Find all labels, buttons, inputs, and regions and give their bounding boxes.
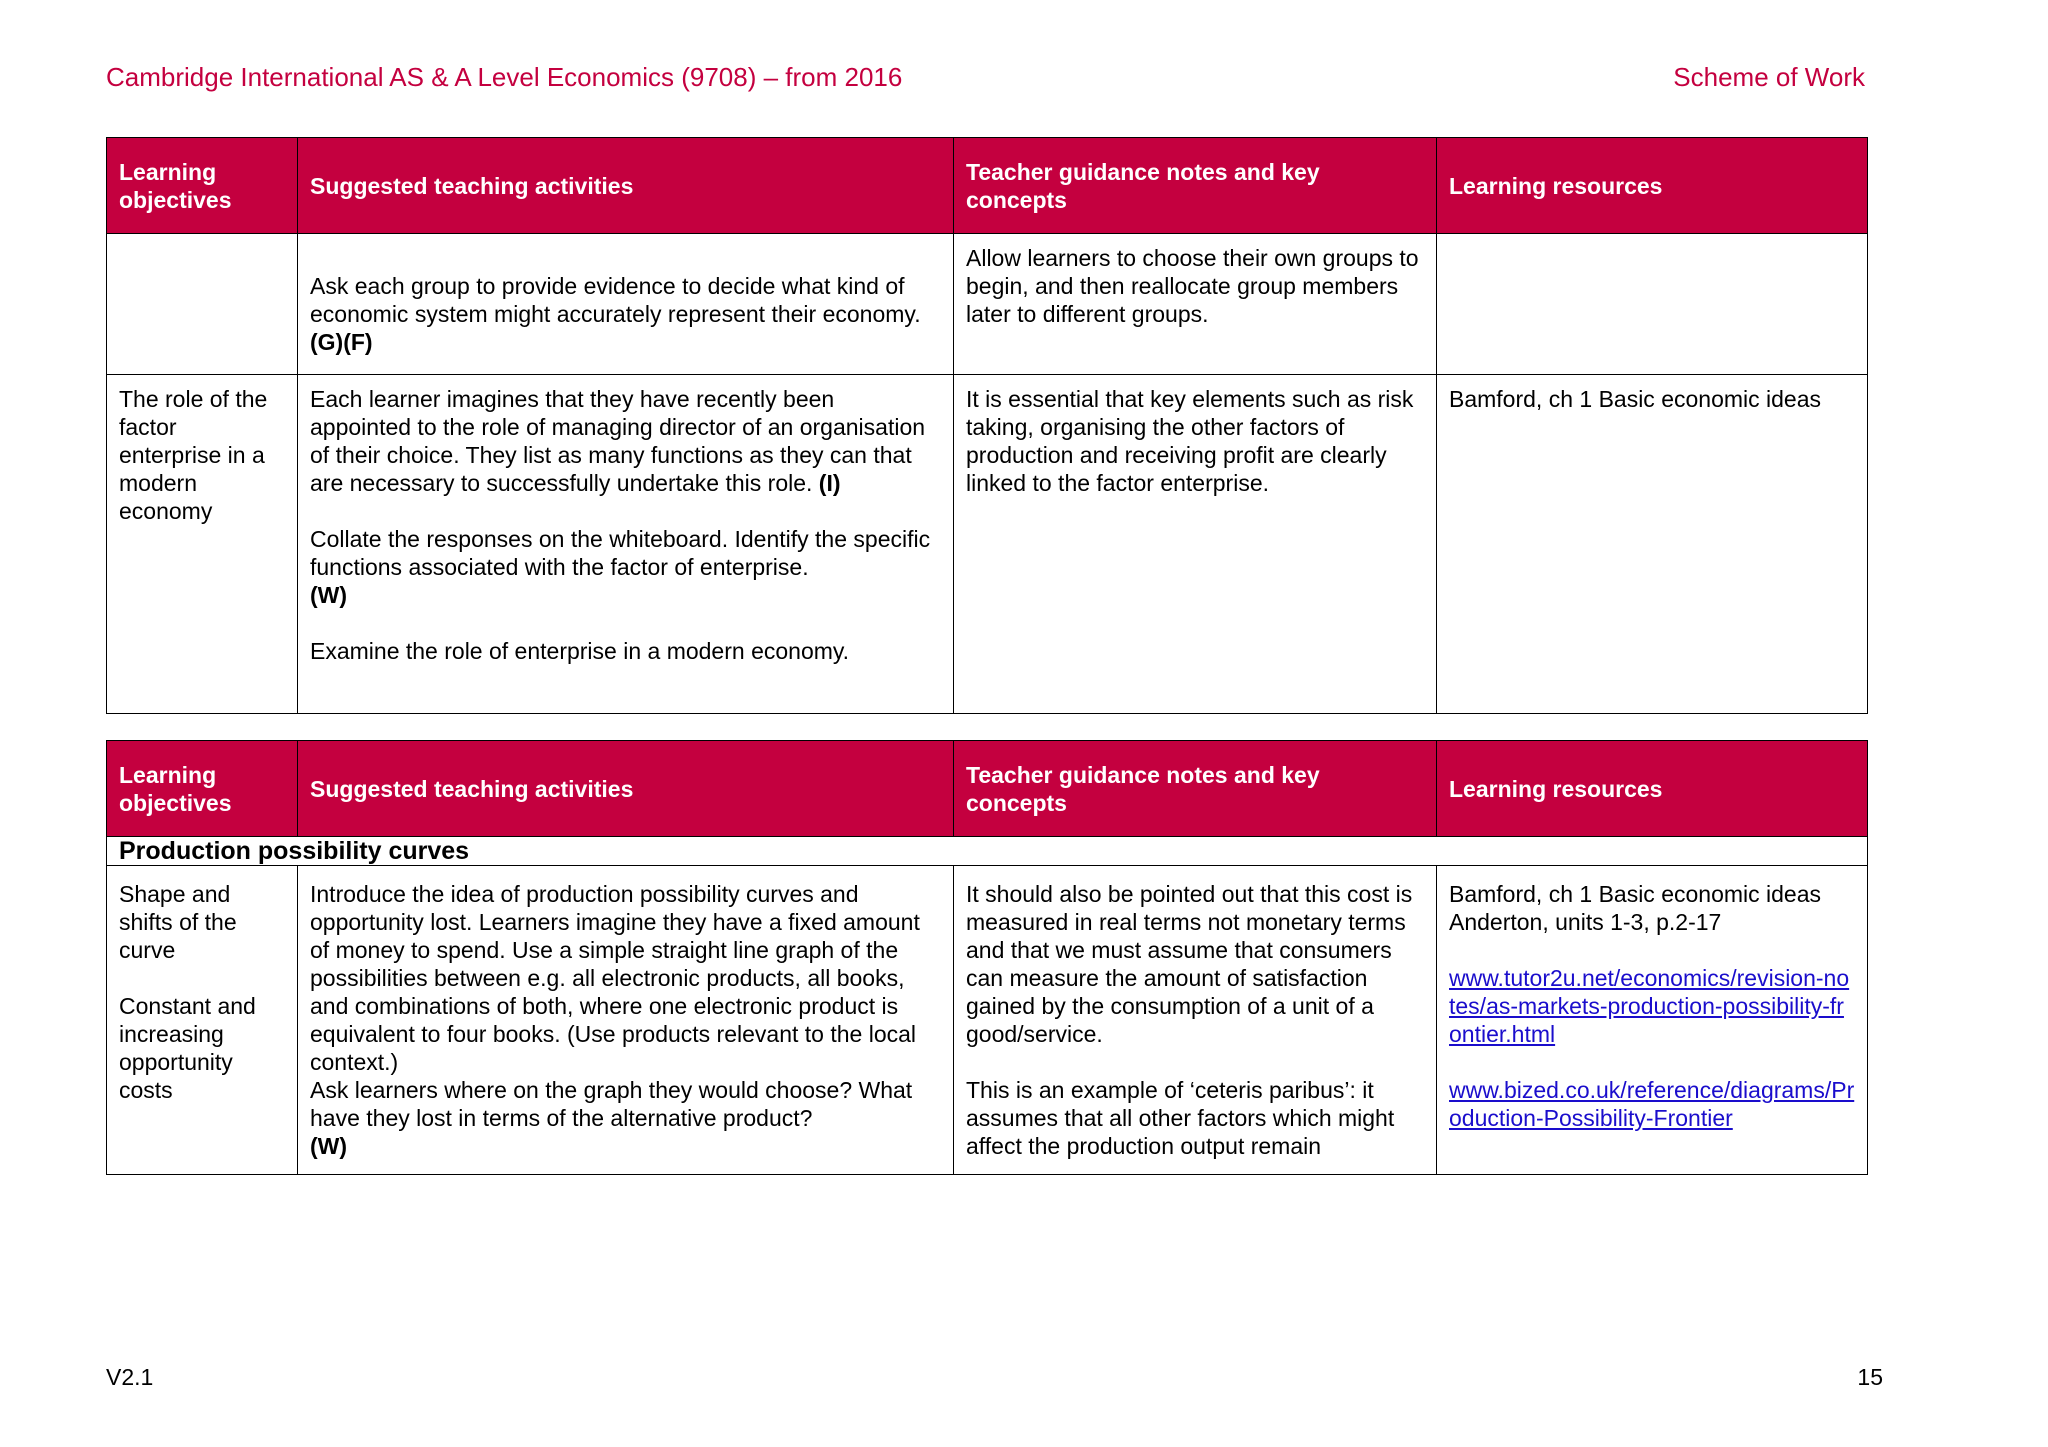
table-header-row — [107, 741, 1868, 837]
document-section: Scheme of Work — [1673, 62, 1865, 92]
bized-link[interactable]: www.bized.co.uk/reference/diagrams/Production-Possibility-Frontier — [1449, 1077, 1855, 1131]
activity-cell — [298, 375, 954, 714]
objective-cell — [107, 234, 298, 375]
resources-cell — [1437, 234, 1868, 375]
guidance-text: It should also be pointed out that this cost is measured in real terms not monetary terms and that we must assume that consumers can measure the amount of satisfaction gained by the consumption of a unit of a good/service. — [966, 881, 1413, 1047]
objective-text: The role of the factor enterprise in a modern economy — [119, 386, 268, 524]
header-teaching-activities: Suggested teaching activities — [298, 741, 954, 837]
scheme-table-1 — [106, 137, 1868, 714]
header-learning-objectives: Learning objectives — [107, 741, 298, 837]
document-title: Cambridge International AS & A Level Economics (9708) – from 2016 — [106, 62, 903, 92]
table-row — [107, 375, 1868, 714]
version-label: V2.1 — [106, 1364, 154, 1390]
header-learning-objectives: Learning objectives — [107, 138, 298, 234]
objective-text: Shape and shifts of the curve — [119, 881, 237, 963]
resources-cell — [1437, 866, 1868, 1175]
objective-text: Constant and increasing opportunity costs — [119, 993, 256, 1103]
guidance-cell — [954, 375, 1437, 714]
objective-cell — [107, 866, 298, 1175]
activity-code: (W) — [310, 582, 348, 608]
tutor2u-link[interactable]: www.tutor2u.net/economics/revision-notes/as-markets-production-possibility-frontier.html — [1449, 965, 1850, 1047]
activity-text: Each learner imagines that they have recently been appointed to the role of managing director of an organisation of their choice. They list as many functions as they can that are necessary to successfully undertake this role. — [310, 386, 926, 496]
activity-text: Examine the role of enterprise in a modern economy. — [310, 638, 850, 664]
guidance-cell — [954, 866, 1437, 1175]
resource-text: Anderton, units 1-3, p.2-17 — [1449, 909, 1722, 935]
section-title: Production possibility curves — [107, 837, 1868, 866]
header-guidance-notes: Teacher guidance notes and key concepts — [954, 138, 1437, 234]
activity-code: (I) — [818, 470, 841, 496]
table-header-row — [107, 138, 1868, 234]
header-learning-resources: Learning resources — [1437, 741, 1868, 837]
activity-text: Ask learners where on the graph they would choose? What have they lost in terms of the alternative product? — [310, 1077, 913, 1131]
resource-text: Bamford, ch 1 Basic economic ideas — [1449, 386, 1822, 412]
objective-cell — [107, 375, 298, 714]
header-teaching-activities: Suggested teaching activities — [298, 138, 954, 234]
header-learning-resources: Learning resources — [1437, 138, 1868, 234]
activity-cell — [298, 866, 954, 1175]
guidance-text: It is essential that key elements such as risk taking, organising the other factors of production and receiving profit are clearly linked to the factor enterprise. — [966, 386, 1414, 496]
activity-text: Collate the responses on the whiteboard. Identify the specific functions associated with the factor of enterprise. — [310, 526, 931, 580]
table-row — [107, 866, 1868, 1175]
guidance-text: Allow learners to choose their own groups to begin, and then reallocate group members later to different groups. — [966, 245, 1419, 327]
activity-text: Ask each group to provide evidence to decide what kind of economic system might accurately represent their economy. — [310, 273, 921, 327]
activity-code: (W) — [310, 1133, 348, 1159]
table-row — [107, 234, 1868, 375]
scheme-table-2 — [106, 740, 1868, 1175]
header-guidance-notes: Teacher guidance notes and key concepts — [954, 741, 1437, 837]
page-number: 15 — [1857, 1364, 1883, 1390]
activity-code: (G)(F) — [310, 329, 373, 355]
guidance-cell — [954, 234, 1437, 375]
resources-cell — [1437, 375, 1868, 714]
section-row — [107, 837, 1868, 866]
activity-cell — [298, 234, 954, 375]
activity-text: Introduce the idea of production possibility curves and opportunity lost. Learners imagine they have a fixed amount of money to spend. Use a simple straight line graph of the possibilities between e.g. all electronic products, all books, and combinations of both, where one electronic product is equivalent to four books. (Use products relevant to the local context.) — [310, 881, 920, 1075]
resource-text: Bamford, ch 1 Basic economic ideas — [1449, 881, 1822, 907]
guidance-text: This is an example of ‘ceteris paribus’: it assumes that all other factors which might affect the production output remain — [966, 1077, 1395, 1159]
